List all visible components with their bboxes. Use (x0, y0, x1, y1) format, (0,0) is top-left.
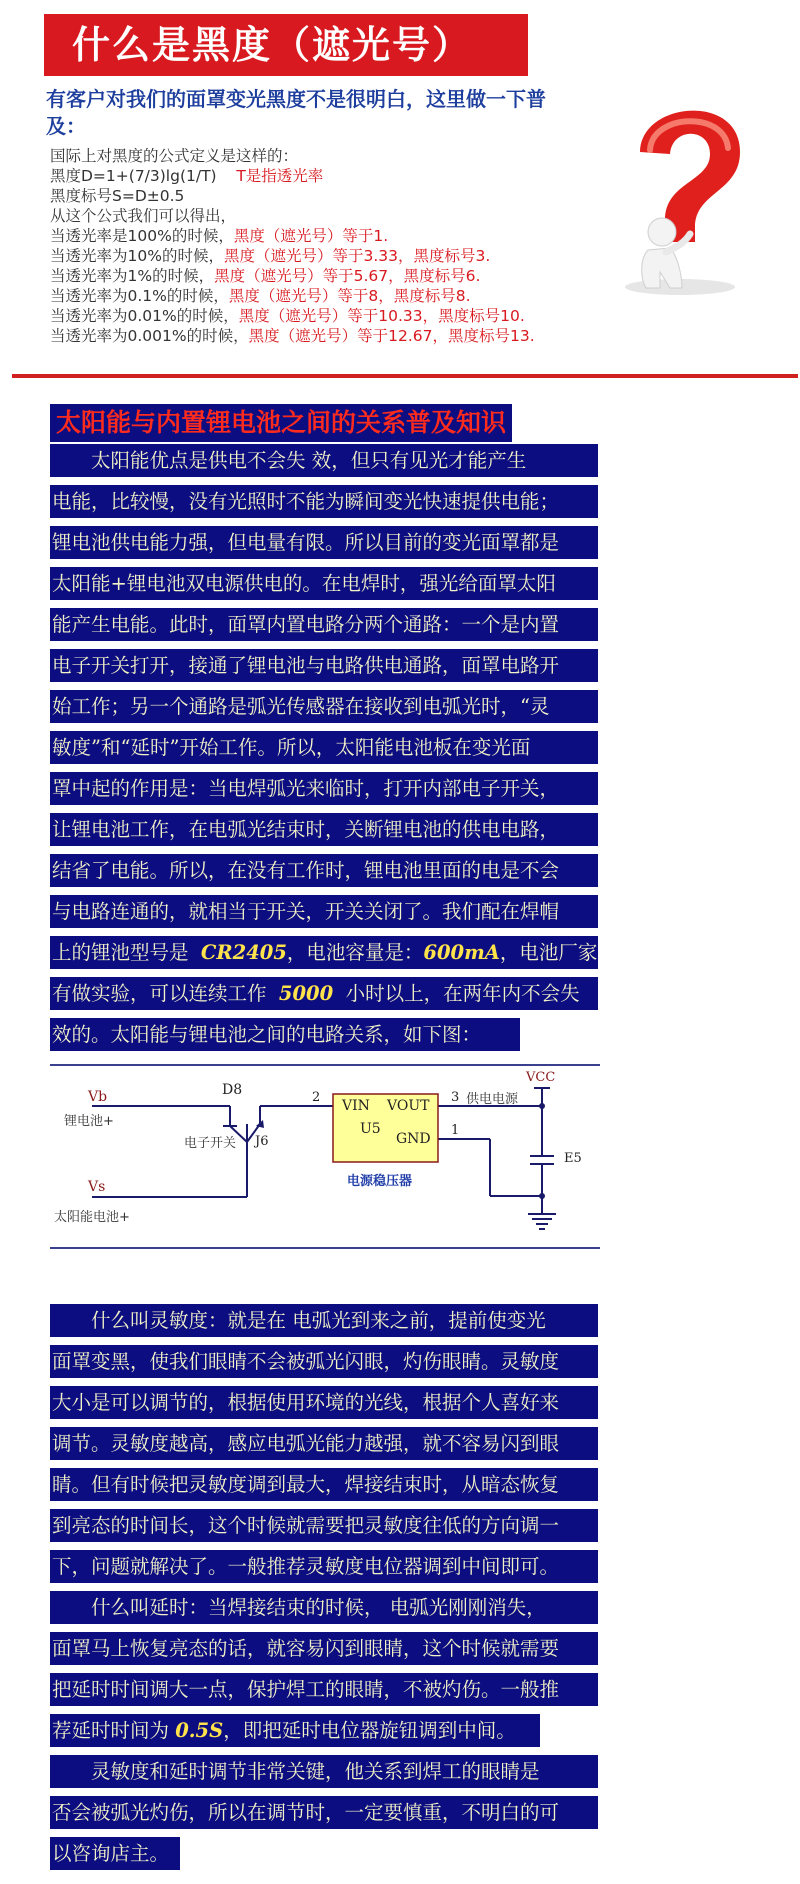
text-line: 太阳能+锂电池双电源供电的。在电焊时，强光给面罩太阳 (50, 567, 598, 600)
solar-battery-title: 太阳能与内置锂电池之间的关系普及知识 (50, 404, 512, 442)
text-line: 大小是可以调节的，根据使用环境的光线，根据个人喜好来 (50, 1386, 598, 1419)
text-line: 什么叫灵敏度：就是在 电弧光到来之前，提前使变光 (50, 1304, 598, 1337)
u5-label: U5 (360, 1121, 381, 1137)
gnd-label: GND (396, 1131, 431, 1147)
solar-label: 太阳能电池+ (54, 1210, 130, 1225)
text-line: 能产生电能。此时，面罩内置电路分两个通路：一个是内置 (50, 608, 598, 641)
text-line: 上的锂池型号是 CR2405，电池容量是：600mA，电池厂家 (50, 936, 598, 969)
text-line: 效的。太阳能与锂电池之间的电路关系，如下图： (50, 1018, 520, 1051)
supply-label: 供电电源 (466, 1092, 519, 1107)
text-line: 否会被弧光灼伤，所以在调节时，一定要慎重，不明白的可 (50, 1796, 598, 1829)
work-hours: 5000 (278, 982, 334, 1005)
text-line: 敏度”和“延时”开始工作。所以，太阳能电池板在变光面 (50, 731, 598, 764)
text-line: 下，问题就解决了。一般推荐灵敏度电位器调到中间即可。 (50, 1550, 598, 1583)
circuit-diagram (50, 1064, 600, 1250)
pin3-label: 3 (451, 1090, 460, 1105)
formula-line: 当透光率为0.1%的时候，黑度（遮光号）等于8，黑度标号8. (50, 287, 471, 305)
text-line: 睛。但有时候把灵敏度调到最大，焊接结束时，从暗态恢复 (50, 1468, 598, 1501)
regulator-label: 电源稳压器 (347, 1174, 413, 1189)
text-line: 电子开关打开，接通了锂电池与电路供电通路，面罩电路开 (50, 649, 598, 682)
pin1-label: 1 (451, 1123, 460, 1138)
text-line: 面罩变黑，使我们眼睛不会被弧光闪眼，灼伤眼睛。灵敏度 (50, 1345, 598, 1378)
text-line: 让锂电池工作，在电弧光结束时，关断锂电池的供电电路， (50, 813, 598, 846)
formula-line: 当透光率为1%的时候，黑度（遮光号）等于5.67，黑度标号6. (50, 267, 481, 285)
text-line: 电能，比较慢，没有光照时不能为瞬间变光快速提供电能； (50, 485, 598, 518)
battery-model: CR2405 (200, 941, 287, 964)
formula-line: 国际上对黑度的公式定义是这样的： (50, 147, 299, 165)
shade-title: 什么是黑度（遮光号） (44, 14, 528, 76)
shade-section (0, 0, 800, 384)
vcc-label: VCC (526, 1070, 556, 1085)
text-line: 太阳能优点是供电不会失 效，但只有见光才能产生 (50, 444, 598, 477)
text-line: 荐延时时间为 0.5S，即把延时电位器旋钮调到中间。 (50, 1714, 540, 1747)
text-line: 结省了电能。所以，在没有工作时，锂电池里面的电是不会 (50, 854, 598, 887)
formula-line: 当透光率是100%的时候，黑度（遮光号）等于1. (50, 227, 389, 245)
formula-line: 黑度D=1+(7/3)lg(1/T) T是指透光率 (50, 167, 324, 185)
vout-label: VOUT (387, 1098, 430, 1114)
formula-line: 黑度标号S=D±0.5 (50, 187, 185, 205)
vin-label: VIN (342, 1098, 370, 1114)
section-divider (12, 374, 798, 378)
text-line: 始工作；另一个通路是弧光传感器在接收到电弧光时，“灵 (50, 690, 598, 723)
formula-line: 从这个公式我们可以得出， (50, 207, 237, 225)
formula-line: 当透光率为0.01%的时候，黑度（遮光号）等于10.33，黑度标号10. (50, 307, 525, 325)
vs-label: Vs (88, 1179, 106, 1195)
text-line: 到亮态的时间长，这个时候就需要把灵敏度往低的方向调一 (50, 1509, 598, 1542)
text-line: 调节。灵敏度越高，感应电弧光能力越强，就不容易闪到眼 (50, 1427, 598, 1460)
battery-capacity: 600mA (423, 941, 500, 964)
formula-line: 当透光率为0.001%的时候，黑度（遮光号）等于12.67，黑度标号13. (50, 327, 535, 345)
text-line: 把延时时间调大一点，保护焊工的眼睛，不被灼伤。一般推 (50, 1673, 598, 1706)
text-line: 锂电池供电能力强，但电量有限。所以目前的变光面罩都是 (50, 526, 598, 559)
battery-label: 锂电池+ (64, 1114, 114, 1129)
shade-intro: 有客户对我们的面罩变光黑度不是很明白，这里做一下普及： (46, 87, 546, 138)
question-mark-figure-icon (600, 82, 760, 302)
pin2-label: 2 (312, 1090, 321, 1105)
delay-value: 0.5S (175, 1719, 224, 1742)
text-line: 面罩马上恢复亮态的话，就容易闪到眼睛，这个时候就需要 (50, 1632, 598, 1665)
switch-label: 电子开关 (184, 1136, 237, 1151)
text-line: 罩中起的作用是：当电焊弧光来临时，打开内部电子开关， (50, 772, 598, 805)
j6-label: J6 (255, 1134, 269, 1149)
text-line: 有做实验，可以连续工作 5000 小时以上，在两年内不会失 (50, 977, 598, 1010)
text-line: 什么叫延时：当焊接结束的时候， 电弧光刚刚消失， (50, 1591, 598, 1624)
shade-formula-list (50, 146, 610, 346)
vb-label: Vb (88, 1089, 108, 1105)
e5-label: E5 (564, 1151, 582, 1166)
formula-line: 当透光率为10%的时候，黑度（遮光号）等于3.33，黑度标号3. (50, 247, 491, 265)
text-line: 灵敏度和延时调节非常关键，他关系到焊工的眼睛是 (50, 1755, 598, 1788)
text-line: 与电路连通的，就相当于开关，开关关闭了。我们配在焊帽 (50, 895, 598, 928)
d8-label: D8 (222, 1082, 243, 1098)
text-line: 以咨询店主。 (50, 1837, 180, 1870)
